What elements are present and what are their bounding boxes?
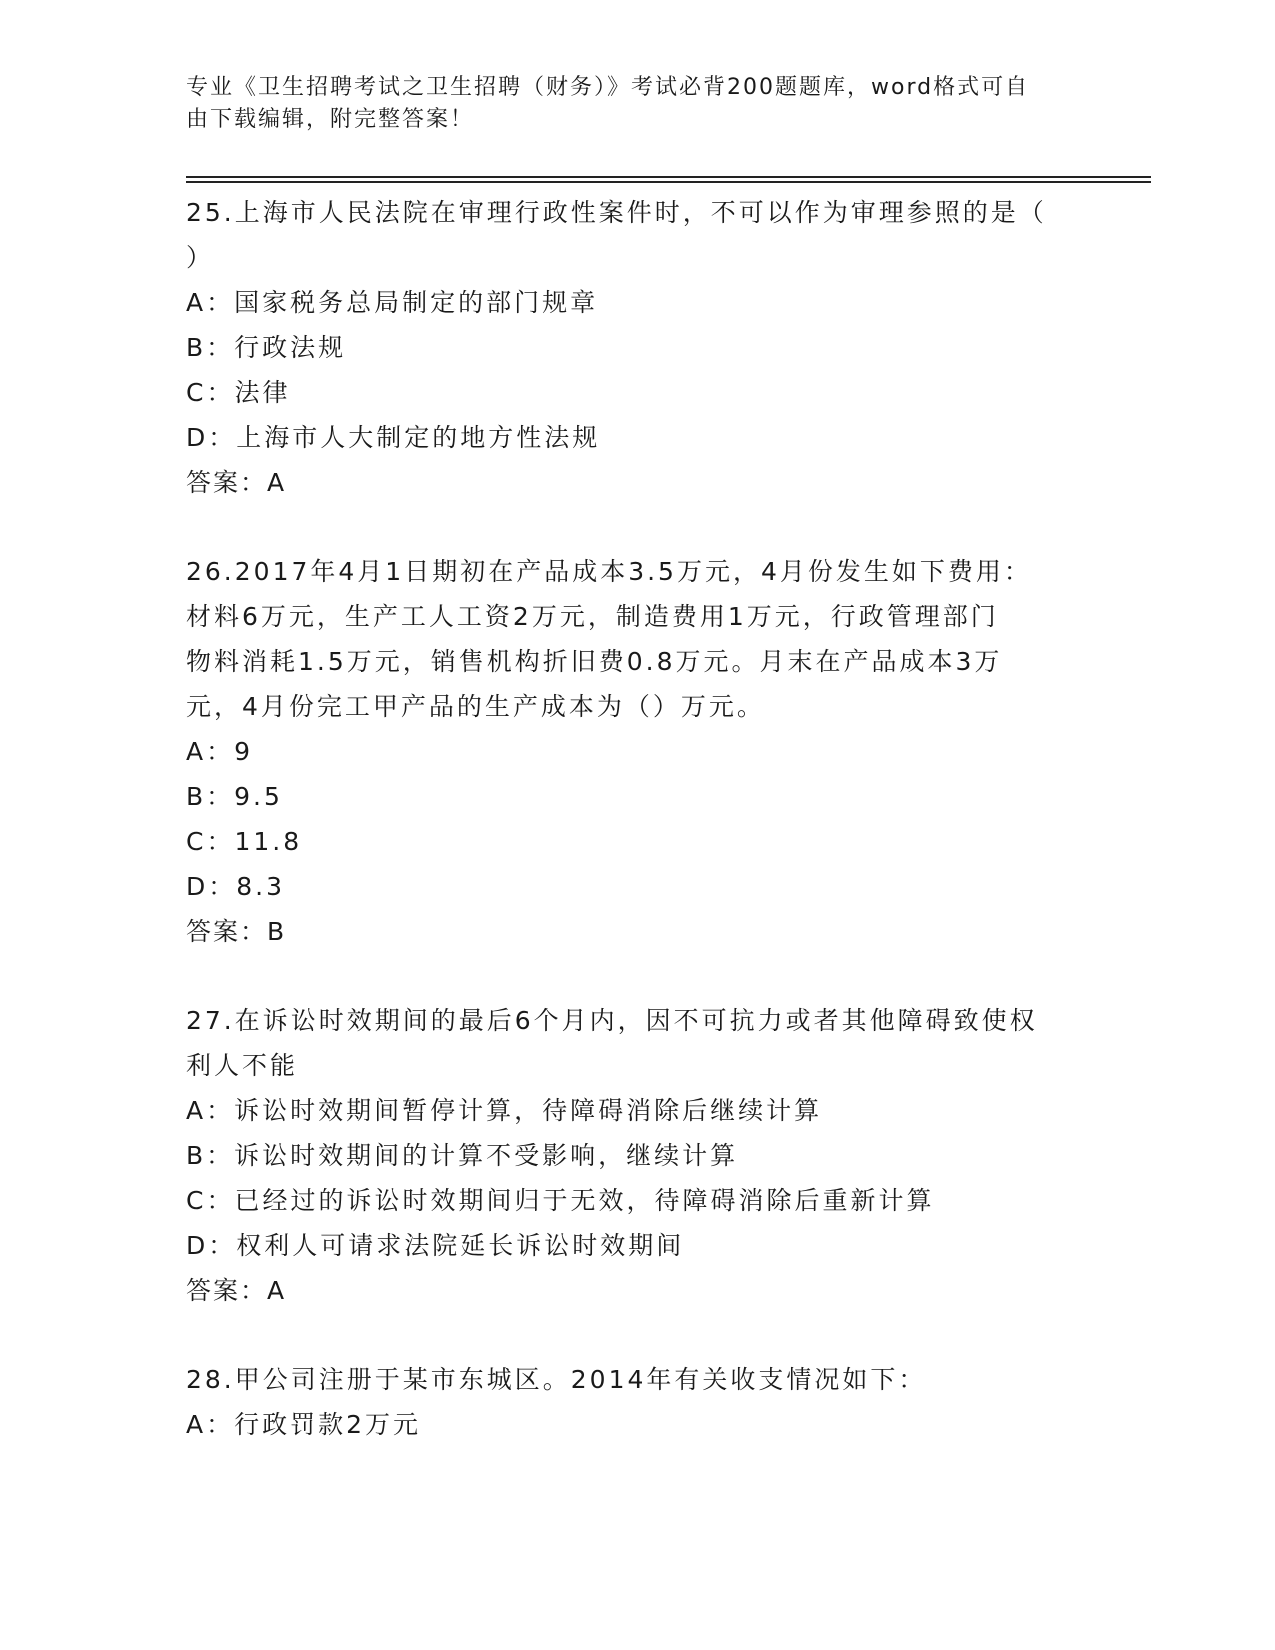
header-line-2: 由下载编辑，附完整答案！ [186, 107, 475, 132]
question-text-line: 26.2017年4月1日期初在产品成本3.5万元，4月份发生如下费用： [186, 557, 1032, 586]
option-d: D：上海市人大制定的地方性法规 [186, 423, 601, 452]
document-header [186, 72, 1066, 136]
option-c: C：法律 [186, 378, 291, 407]
question-text-line: 物料消耗1.5万元，销售机构折旧费0.8万元。月末在产品成本3万 [186, 647, 1003, 676]
question-text-line: 材料6万元，生产工人工资2万元，制造费用1万元，行政管理部门 [186, 602, 999, 631]
question-text-line: 27.在诉讼时效期间的最后6个月内，因不可抗力或者其他障碍致使权 [186, 1006, 1038, 1035]
option-b: B：诉讼时效期间的计算不受影响，继续计算 [186, 1141, 739, 1170]
answer-label: 答案：A [186, 468, 287, 497]
header-divider-bottom [186, 181, 1151, 183]
option-c: C：11.8 [186, 827, 303, 856]
question-list [186, 190, 1076, 1491]
question-text-line: 元，4月份完工甲产品的生产成本为（）万元。 [186, 692, 765, 721]
option-b: B：行政法规 [186, 333, 347, 362]
answer-label: 答案：B [186, 917, 287, 946]
option-a: A：国家税务总局制定的部门规章 [186, 288, 599, 317]
question-text-line: 28.甲公司注册于某市东城区。2014年有关收支情况如下： [186, 1365, 927, 1394]
question-text-line: 25.上海市人民法院在审理行政性案件时，不可以作为审理参照的是（ [186, 198, 1047, 227]
question-text-line: 利人不能 [186, 1051, 299, 1080]
question-text-line: ） [186, 243, 215, 272]
option-a: A：诉讼时效期间暂停计算，待障碍消除后继续计算 [186, 1096, 823, 1125]
option-a: A：行政罚款2万元 [186, 1410, 422, 1439]
header-divider-top [186, 176, 1151, 178]
question-28 [186, 1357, 1076, 1447]
question-25 [186, 190, 1076, 505]
option-d: D：权利人可请求法院延长诉讼时效期间 [186, 1231, 685, 1260]
option-d: D：8.3 [186, 872, 286, 901]
question-26 [186, 549, 1076, 954]
option-a: A：9 [186, 737, 254, 766]
answer-label: 答案：A [186, 1276, 287, 1305]
option-b: B：9.5 [186, 782, 283, 811]
question-27 [186, 998, 1076, 1313]
header-line-1: 专业《卫生招聘考试之卫生招聘（财务）》考试必背200题题库，word格式可自 [186, 75, 1030, 100]
option-c: C：已经过的诉讼时效期间归于无效，待障碍消除后重新计算 [186, 1186, 935, 1215]
